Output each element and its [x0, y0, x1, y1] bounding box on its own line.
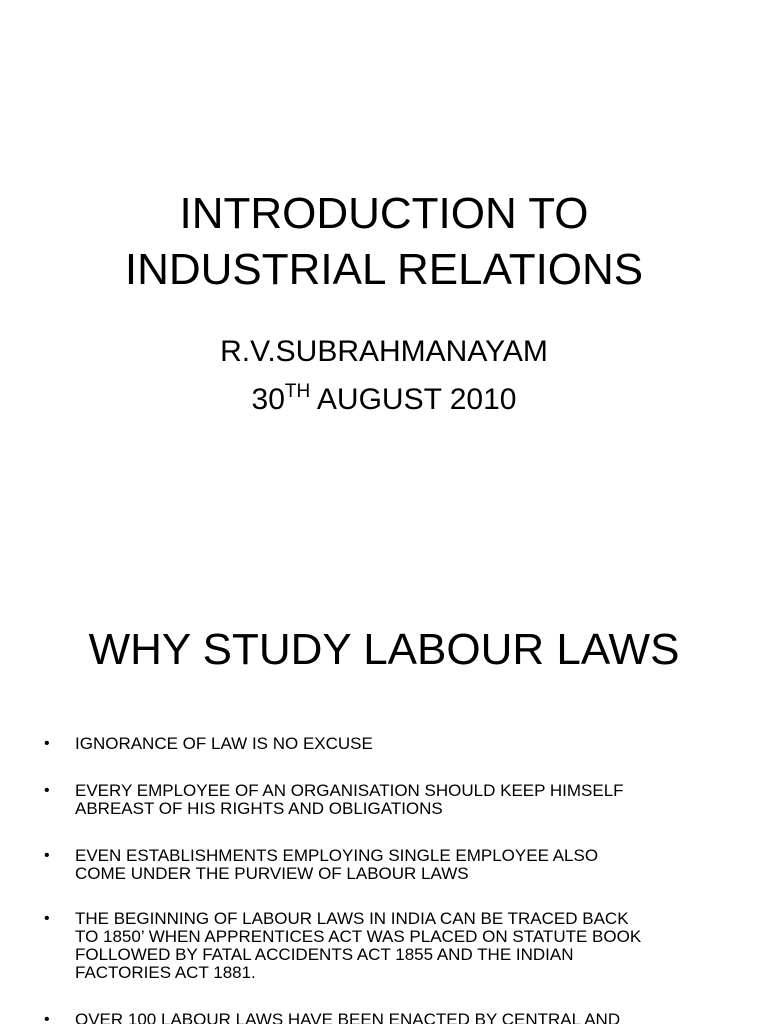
bullet-line: EVERY EMPLOYEE OF AN ORGANISATION SHOULD KEEP HIMSELF: [75, 781, 624, 800]
bullet-line: THE BEGINNING OF LABOUR LAWS IN INDIA CAN BE TRACED BACK: [75, 909, 629, 928]
bullet-line: IGNORANCE OF LAW IS NO EXCUSE: [75, 734, 373, 753]
bullet-text: [75, 735, 745, 753]
bullet-line: OVER 100 LABOUR LAWS HAVE BEEN ENACTED BY CENTRAL AND: [75, 1010, 621, 1024]
bullet-line: COME UNDER THE PURVIEW OF LABOUR LAWS: [75, 864, 469, 883]
presentation-date: [0, 382, 768, 418]
bullet-text: [75, 910, 745, 982]
bullet-line: FACTORIES ACT 1881.: [75, 963, 256, 982]
bullet-line: ABREAST OF HIS RIGHTS AND OBLIGATIONS: [75, 799, 443, 818]
content-slide: [0, 560, 768, 1024]
slide-title-line-1: INTRODUCTION TO: [179, 189, 589, 238]
bullet-line: TO 1850’ WHEN APPRENTICES ACT WAS PLACED ON STATUTE BOOK: [75, 927, 642, 946]
bullet-line: FOLLOWED BY FATAL ACCIDENTS ACT 1855 AND THE INDIAN: [75, 945, 574, 964]
bullet-icon: •: [44, 847, 50, 864]
bullet-icon: •: [44, 735, 50, 752]
bullet-icon: •: [44, 910, 50, 927]
bullet-icon: •: [44, 782, 50, 799]
bullet-text: [75, 1011, 745, 1024]
bullet-icon: •: [44, 1011, 50, 1024]
slide-title-line-2: INDUSTRIAL RELATIONS: [124, 245, 644, 294]
bullet-text: [75, 782, 745, 818]
slide-heading: WHY STUDY LABOUR LAWS: [88, 625, 680, 674]
date-ordinal-suffix: TH: [284, 381, 311, 402]
bullet-line: EVEN ESTABLISHMENTS EMPLOYING SINGLE EMPLOYEE ALSO: [75, 846, 599, 865]
bullet-text: [75, 847, 745, 883]
date-month-year: AUGUST 2010: [310, 383, 517, 416]
date-day: 30: [251, 383, 285, 416]
author-name: R.V.SUBRAHMANAYAM: [220, 335, 548, 368]
